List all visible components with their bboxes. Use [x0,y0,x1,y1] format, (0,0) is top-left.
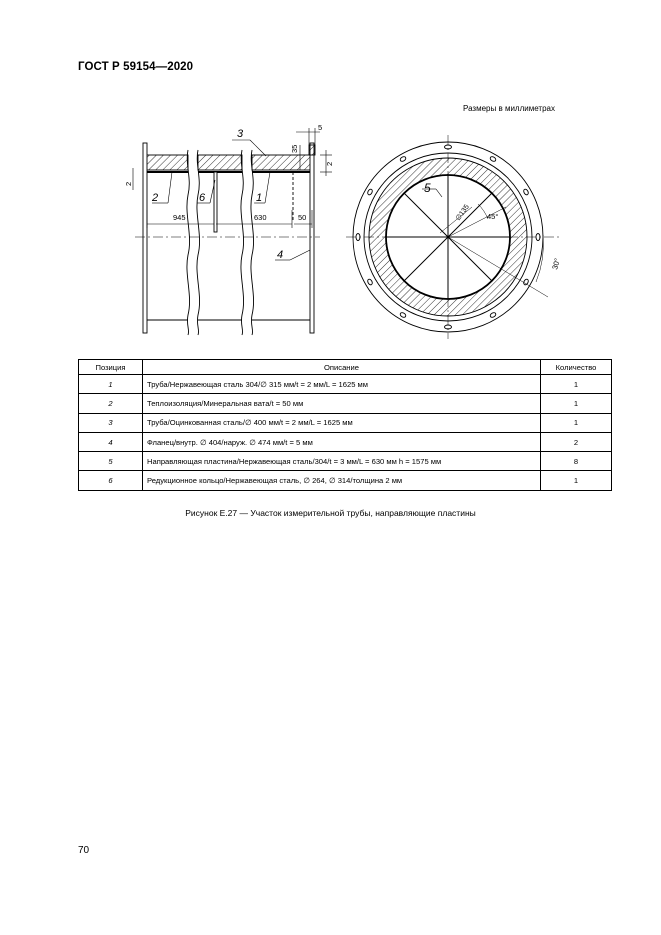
angle-45: 45° [487,212,499,221]
table-header-row [79,360,612,375]
table-row [79,471,612,490]
pipe-side-view [133,128,332,335]
row-description: Труба/Нержавеющая сталь 304/∅ 315 мм/t = 2 мм/L = 1625 мм [143,375,541,394]
row-description: Теплоизоляция/Минеральная вата/t = 50 мм [143,394,541,413]
col-description: Описание [143,360,541,375]
row-quantity: 1 [541,413,612,432]
col-position: Позиция [79,360,143,375]
row-quantity: 2 [541,432,612,451]
dim-2-left: 2 [124,181,133,186]
callout-1: 1 [256,192,263,204]
row-position: 1 [79,375,143,394]
table-row [79,394,612,413]
dim-945: 945 [173,213,186,222]
callout-5: 5 [424,181,431,195]
table-row [79,452,612,471]
table-row [79,413,612,432]
callout-6: 6 [199,192,206,204]
pipe-section-view [346,135,560,339]
dim-5: 5 [318,123,323,132]
row-quantity: 8 [541,452,612,471]
row-position: 5 [79,452,143,471]
dim-630: 630 [254,213,267,222]
dim-50: 50 [298,213,307,222]
dimensions-note: Размеры в миллиметрах [463,104,555,113]
row-description: Труба/Оцинкованная сталь/∅ 400 мм/t = 2 мм/L = 1625 мм [143,413,541,432]
page-number: 70 [78,845,90,856]
technical-drawing [0,0,661,360]
table-row [79,432,612,451]
row-quantity: 1 [541,471,612,490]
row-position: 6 [79,471,143,490]
callout-2: 2 [152,192,159,204]
row-description: Фланец/внутр. ∅ 404/наруж. ∅ 474 мм/t = 5 мм [143,432,541,451]
row-position: 2 [79,394,143,413]
document-header: ГОСТ Р 59154—2020 [78,61,194,73]
dim-35: 35 [290,144,299,153]
row-position: 3 [79,413,143,432]
col-quantity: Количество [541,360,612,375]
row-quantity: 1 [541,394,612,413]
row-quantity: 1 [541,375,612,394]
dim-2-right: 2 [325,161,334,166]
specification-table [78,359,612,491]
row-description: Редукционное кольцо/Нержавеющая сталь, ∅ 264, ∅ 314/толщина 2 мм [143,471,541,490]
row-description: Направляющая пластина/Нержавеющая сталь/304/t = 3 мм/L = 630 мм h = 1575 мм [143,452,541,471]
angle-30: 30° [550,257,562,271]
callout-4: 4 [277,249,284,261]
dim-diameter-135: ∅135 [454,203,471,223]
callout-3: 3 [237,128,244,140]
table-row [79,375,612,394]
row-position: 4 [79,432,143,451]
figure-caption: Рисунок Е.27 — Участок измерительной трубы, направляющие пластины [185,508,476,518]
